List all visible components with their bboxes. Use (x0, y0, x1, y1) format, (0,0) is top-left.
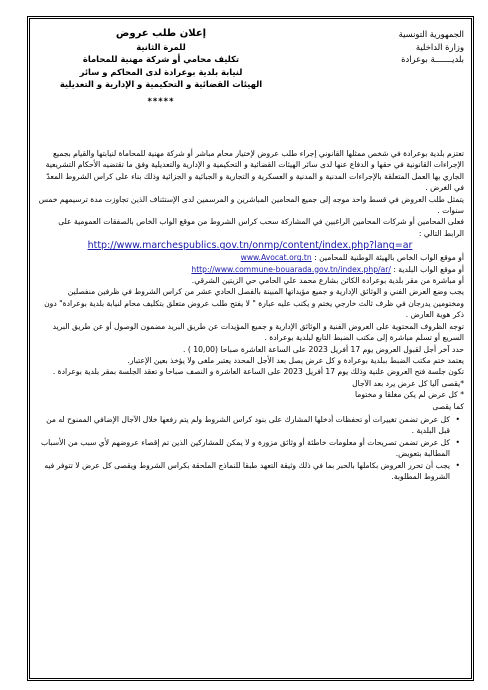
municipal-site-label: أو موقع الواب البلدية : (393, 264, 464, 274)
paragraph-postmark: يعتمد ختم مكتب الضبط ببلدية بوعرادة و كل عرض يصل بعد الأجل المحدد يعتبر ملغى ولا يؤخذ بعين الإعتبار. (127, 355, 464, 365)
announcement-document (36, 28, 464, 482)
document-header (36, 28, 464, 144)
subject-line-1: تكليف محامي أو شركة مهنية للمحاماة (82, 54, 240, 64)
list-item: • كل عرض تضمن تغييرات أو تحفظات أدخلها المشارك على بنود كراس الشروط ولم يتم رفعها خلال الآجال الإضافي الممنوح له من قبل البلدية . (36, 414, 450, 437)
paragraph-scope: يتمثل طلب العروض في قسط واحد موجه إلى جميع المحامين المباشرين و المرسمين لدى الإستئناف الذين تجاوزت مدة ترسيمهم خمس سنوات . (38, 194, 464, 216)
paragraph-intro: تعتزم بلدية بوعرادة في شخص ممثلها القانوني إجراء طلب عروض لإختيار محام مباشر أو شركة مهنية للمحاماة لنيابتها والقيام بجميع الإجراءات القانونية في حقها و الدفاع عنها لدى سائر الهيئات القضائية و التحكيمية و الإدارية والتعديلية وفق ما تقتضيه الأحكام التشريعية الجاري بها العمل المتعلقة بالإجراءات المدنية و المدنية و العسكرية و التجارية و الجبائية و الجزائية وذلك بناء على كراس الشروط المعدّ في الغرض . (45, 149, 464, 193)
link-marchespublics[interactable]: http://www.marchespublics.gov.tn/onmp/content/index.php?lang=ar (87, 240, 413, 252)
list-item: • كل عرض تضمن تصريحات أو معلومات خاطئة أو وثائق مزورة و لا يمكن للمشاركين الذين تم إقصاء عروضهم لأي سبب من الأسباب المطالبة بتعويض. (36, 437, 450, 460)
paragraph-office-pickup: أو مباشرة من مقر بلدية بوعرادة الكائن بشارع محمد علي الحامي حي الزيتين الشرقي. (191, 276, 464, 286)
paragraph-envelopes: يجب وضع العرض الفني و الوثائق الإدارية و جميع مؤيداتها المبينة بالفصل الحادي عشر من كراس الشروط في ظرفين منفصلين ومختومين يدرجان في ظرف ثالث خارجي يختم و يكتب عليه عبارة " لا يفتح طلب عروض متعلق بتكليف محام لنيابة بلدية بوعرادة" دون ذكر هوية العارض . (44, 287, 464, 320)
paragraph-opening-session: تكون جلسة فتح العروض علنية وذلك يوم 17 أفريل 2023 على الساعة العاشرة و النصف صباحا و تعقد الجلسة بمقر بلدية بوعرادة . (52, 367, 464, 377)
bar-site-label: أو موقع الواب الخاص بالهيئة الوطنية للمحامين : (314, 253, 464, 263)
exclusion-list (36, 414, 464, 482)
title-block (36, 28, 286, 107)
paragraph-download: فعلى المحامين أو شركات المحامين الراغبين في المشاركة سحب كراس الشروط من موقع الواب الخاص بالصفقات العمومية على الرابط التالي : (58, 217, 464, 238)
paragraph-municipal-site (36, 264, 464, 275)
subject-line-3: الهيئات القضائية و التحكيمية و الإدارية و التعديلية (59, 79, 263, 89)
issuer-municipality: بلديـــــــة بوعرادة (401, 54, 464, 64)
issuer-country: الجمهورية التونسية (398, 29, 464, 39)
link-commune[interactable]: http://www.commune-bouarada.gov.tn/index.php/ar/ (191, 264, 391, 274)
list-item: • يجب أن تحرر العروض بكاملها بالحبر بما في ذلك وثيقة التعهد طبقا للنماذج الملحقة بكراس الشروط ويقصى كل عرض لا تتوفر فيه الشروط المطلوبة. (36, 460, 450, 483)
exclusion-unsealed: * كل عرض لم يكن مغلقا و مختوما (354, 390, 464, 400)
issuer-block (304, 28, 464, 66)
announcement-title: إعلان طلب عروض (115, 28, 207, 39)
paragraph-deadline: حدد آخر أجل لقبول العروض يوم 17 أفريل 2023 على الساعة العاشرة صباحا (10,00 ) . (183, 344, 464, 354)
announcement-subtitle: للمرة الثانية (136, 41, 186, 52)
also-excluded-label: كما يقصى (432, 401, 464, 411)
paragraph-delivery: توجه الظروف المحتوية على العروض الفنية و الوثائق الإدارية و جميع المؤيدات عن طريق البريد مضمون الوصول أو عن طريق البريد السريع أو تسلم مباشرة إلى مكتب الضبط التابع لبلدية بوعرادة . (52, 321, 464, 343)
paragraph-bar-site (36, 252, 464, 263)
exclusion-late: *يقصى آليا كل عرض يرد بعد الآجال (352, 378, 464, 388)
link-avocat[interactable]: www.Avocat.org.tn (240, 253, 312, 263)
separator-stars: ***** (147, 95, 175, 106)
issuer-ministry: وزارة الداخلية (415, 41, 464, 52)
subject-line-2: لنيابة بلدية بوعرادة لدى المحاكم و سائر (79, 66, 243, 77)
